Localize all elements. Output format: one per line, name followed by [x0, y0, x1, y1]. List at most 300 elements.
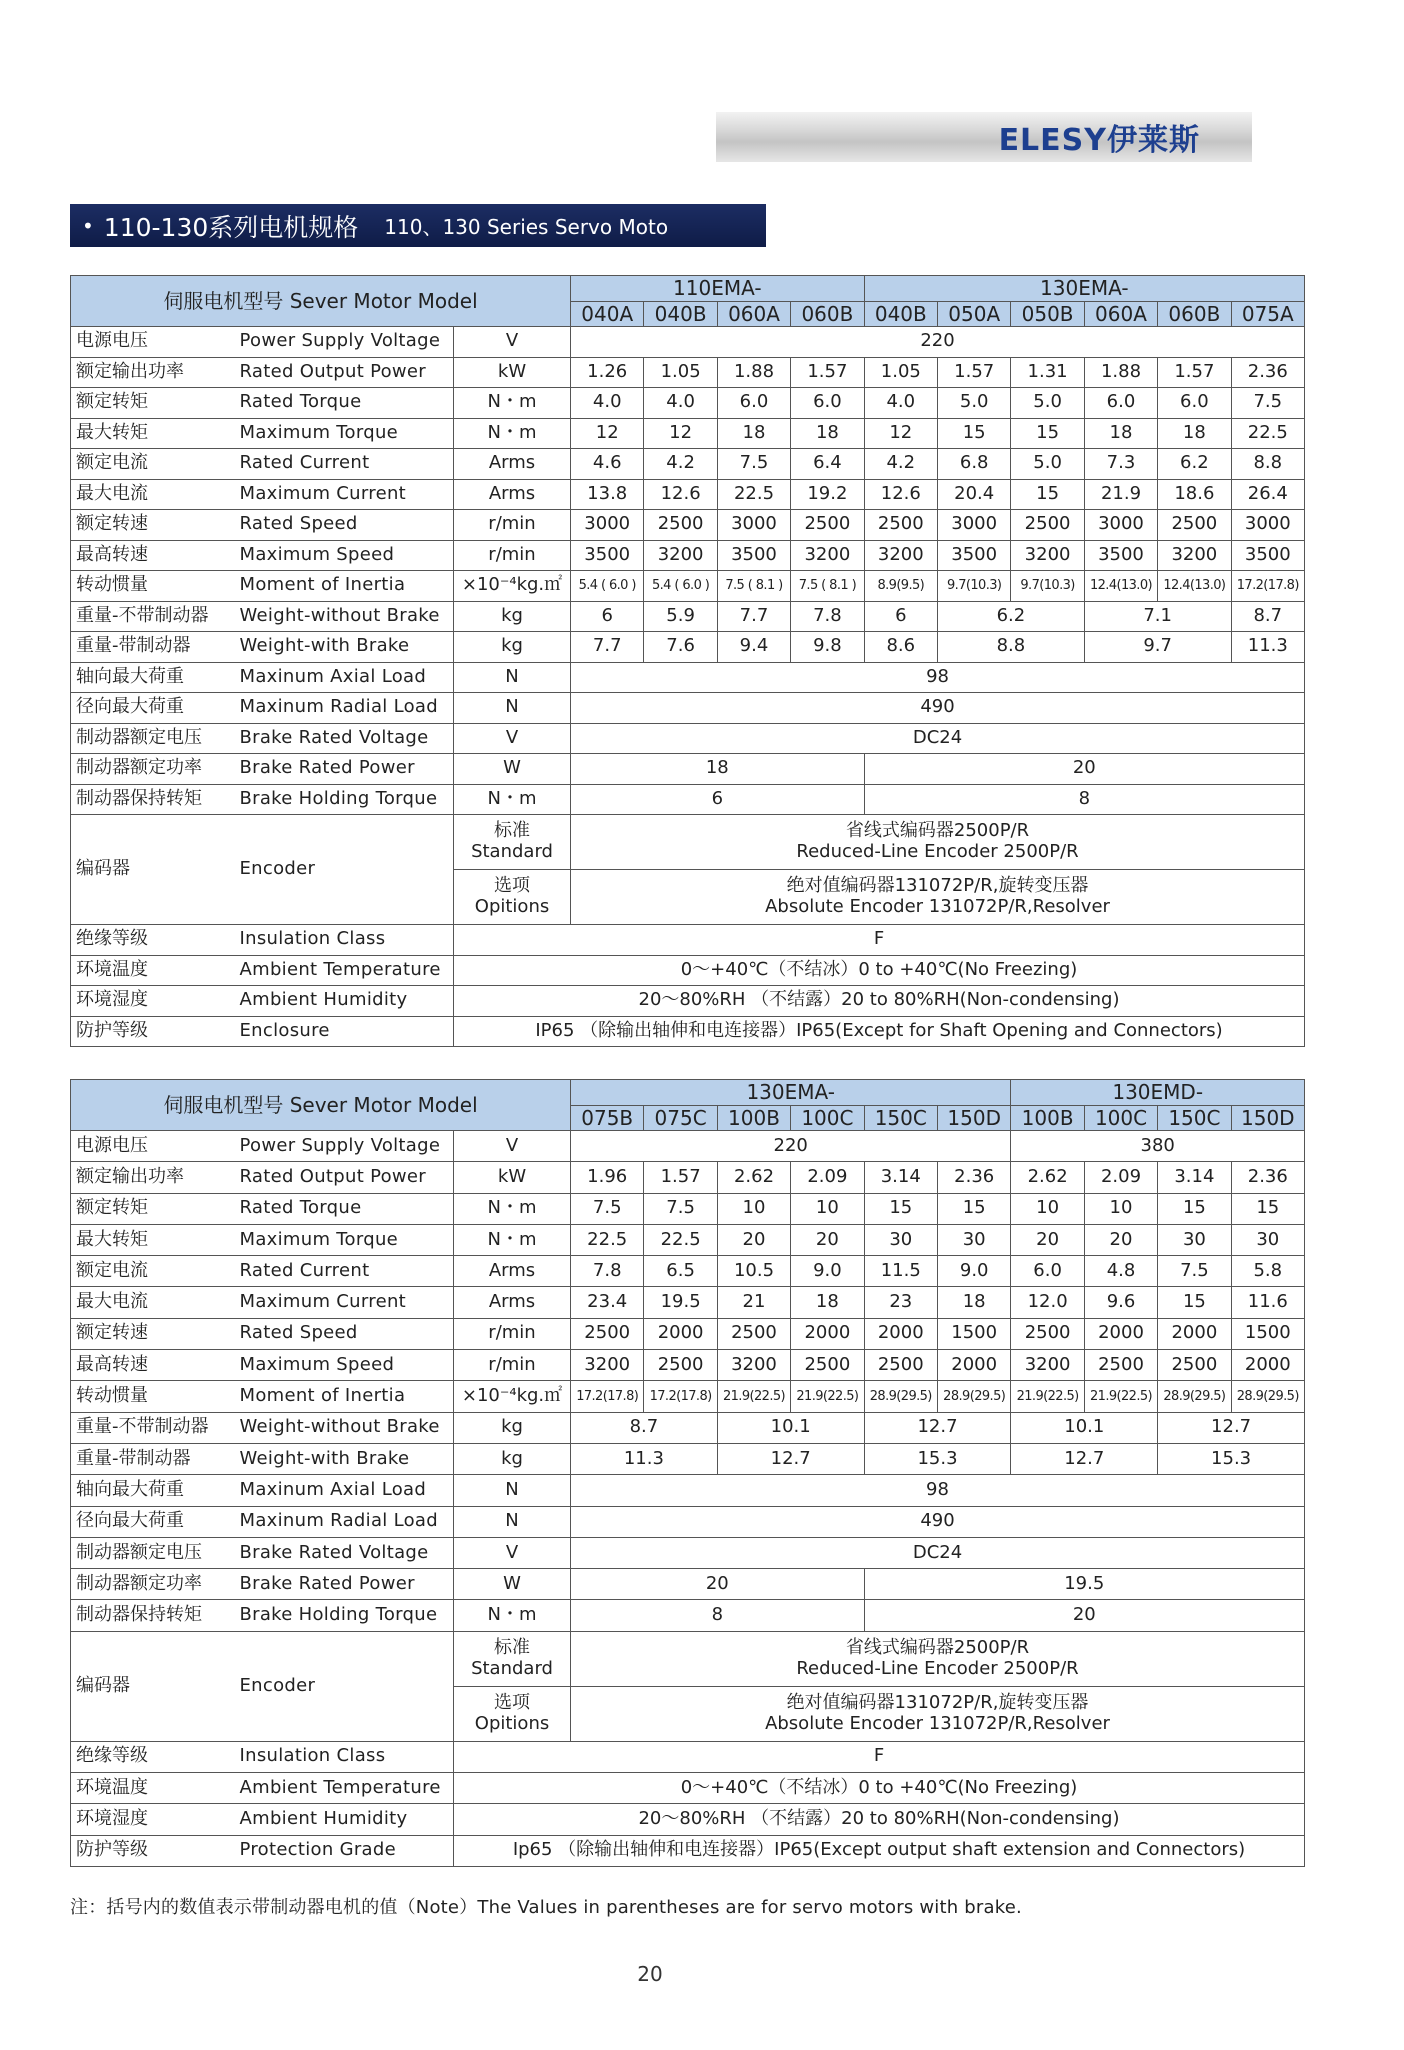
model-header: 伺服电机型号 Sever Motor Model [71, 1080, 571, 1131]
param-value: 9.7(10.3) [938, 571, 1011, 602]
param-value: 21.9(22.5) [717, 1381, 790, 1412]
spec-row [71, 986, 1305, 1017]
param-value: DC24 [571, 723, 1305, 754]
param-value: 0～+40℃（不结冰）0 to +40℃(No Freezing) [454, 955, 1305, 986]
param-value: 15.3 [864, 1443, 1011, 1474]
spec-row [71, 1773, 1305, 1804]
series-group-header: 110EMA- [571, 276, 865, 302]
encoder-standard-label-cn: 标准 [494, 1637, 530, 1659]
model-code: 075C [644, 1106, 717, 1131]
param-value: 20 [571, 1569, 865, 1600]
param-value: 4.0 [644, 388, 717, 419]
param-value: 1.57 [791, 357, 864, 388]
param-unit: r/min [454, 1318, 571, 1349]
param-value: 3000 [571, 510, 644, 541]
param-name-en: Maximum Speed [236, 1350, 454, 1381]
section-title [70, 204, 766, 247]
param-value: 15 [938, 418, 1011, 449]
spec-row [71, 1537, 1305, 1568]
param-unit: Arms [454, 1256, 571, 1287]
param-value: 3200 [1158, 540, 1231, 571]
encoder-option-label-en: Opitions [474, 896, 550, 917]
model-code: 075B [571, 1106, 644, 1131]
header-row-groups [71, 1080, 1305, 1106]
param-value: 490 [571, 693, 1305, 724]
param-value: 10 [1084, 1193, 1157, 1224]
spec-row [71, 388, 1305, 419]
param-value: 20 [791, 1224, 864, 1255]
param-value: 8.9(9.5) [864, 571, 937, 602]
param-name-en: Rated Current [236, 449, 454, 480]
spec-row [71, 784, 1305, 815]
param-name-en: Brake Rated Power [236, 1569, 454, 1600]
param-name-en: Rated Torque [236, 1193, 454, 1224]
param-value: 11.5 [864, 1256, 937, 1287]
param-name-cn: 制动器额定电压 [71, 1537, 236, 1568]
param-name-cn: 最高转速 [71, 1350, 236, 1381]
param-value: 2.09 [1084, 1162, 1157, 1193]
param-unit: N・m [454, 1193, 571, 1224]
param-name-cn: 额定转矩 [71, 388, 236, 419]
param-value: 19.5 [864, 1569, 1304, 1600]
param-value: 28.9(29.5) [1158, 1381, 1231, 1412]
param-value: 2500 [1011, 510, 1084, 541]
param-value: 2000 [1084, 1318, 1157, 1349]
param-value: 2.36 [937, 1162, 1010, 1193]
param-value: 2500 [791, 1350, 864, 1381]
param-value: 18 [1158, 418, 1231, 449]
spec-row [71, 1381, 1305, 1412]
param-value: 1.88 [717, 357, 790, 388]
spec-row [71, 1835, 1305, 1866]
encoder-standard-value-cn: 省线式编码器2500P/R [845, 820, 1030, 842]
param-unit: r/min [454, 1350, 571, 1381]
param-name-en: Ambient Temperature [236, 1773, 454, 1804]
spec-row [71, 449, 1305, 480]
param-value: 5.0 [1011, 449, 1084, 480]
spec-row [71, 955, 1305, 986]
param-value: 1.96 [571, 1162, 644, 1193]
param-value: 22.5 [571, 1224, 644, 1255]
param-name-en: Ambient Temperature [236, 955, 454, 986]
spec-table-130ema-130emd [70, 1079, 1305, 1867]
param-value: 5.0 [1011, 388, 1084, 419]
param-name-en: Moment of Inertia [236, 1381, 454, 1412]
param-value: 12.6 [864, 479, 937, 510]
param-unit: N・m [454, 418, 571, 449]
param-value: 1.05 [864, 357, 937, 388]
param-value: 26.4 [1231, 479, 1304, 510]
param-value: 2500 [791, 510, 864, 541]
spec-row [71, 1162, 1305, 1193]
param-unit: kW [454, 1162, 571, 1193]
param-name-cn: 环境温度 [71, 955, 236, 986]
model-code: 040B [864, 302, 937, 327]
model-code: 060A [1084, 302, 1157, 327]
param-value: 20 [864, 754, 1304, 785]
param-unit: V [454, 327, 571, 358]
param-value: 18.6 [1158, 479, 1231, 510]
encoder-standard-label-en: Standard [471, 841, 553, 862]
param-unit: r/min [454, 510, 571, 541]
param-value: 3.14 [1158, 1162, 1231, 1193]
param-value: 12.7 [717, 1443, 864, 1474]
param-value: 30 [937, 1224, 1010, 1255]
param-value: 22.5 [717, 479, 790, 510]
encoder-label-cn: 编码器 [71, 815, 236, 925]
encoder-standard-label [454, 815, 571, 870]
param-value: 2500 [1084, 1350, 1157, 1381]
param-value: 10.1 [717, 1412, 864, 1443]
param-value: 1.26 [571, 357, 644, 388]
model-code: 150C [864, 1106, 937, 1131]
spec-row [71, 601, 1305, 632]
param-value: 17.2(17.8) [644, 1381, 717, 1412]
param-value: 5.9 [644, 601, 717, 632]
param-unit: N・m [454, 388, 571, 419]
param-name-cn: 径向最大荷重 [71, 693, 236, 724]
param-value: 20～80%RH （不结露）20 to 80%RH(Non-condensing) [454, 1804, 1305, 1835]
param-value: 11.3 [571, 1443, 718, 1474]
encoder-standard-value-en: Reduced-Line Encoder 2500P/R [796, 1657, 1079, 1679]
param-name-cn: 防护等级 [71, 1016, 236, 1047]
param-name-cn: 额定转速 [71, 1318, 236, 1349]
param-name-cn: 轴向最大荷重 [71, 1475, 236, 1506]
page-number: 20 [637, 1962, 663, 1986]
param-value: 19.5 [644, 1287, 717, 1318]
param-unit: V [454, 1131, 571, 1162]
param-value: 15 [1011, 479, 1084, 510]
param-name-cn: 转动惯量 [71, 1381, 236, 1412]
param-value: 28.9(29.5) [937, 1381, 1010, 1412]
param-name-en: Maximum Current [236, 479, 454, 510]
param-name-en: Brake Rated Voltage [236, 1537, 454, 1568]
param-name-en: Brake Rated Power [236, 754, 454, 785]
spec-row [71, 1506, 1305, 1537]
spec-row [71, 327, 1305, 358]
param-value: 17.2(17.8) [571, 1381, 644, 1412]
param-name-cn: 重量-带制动器 [71, 1443, 236, 1474]
param-value: 6.0 [1011, 1256, 1084, 1287]
param-value: F [454, 925, 1305, 956]
bullet-icon: • [82, 213, 94, 238]
param-value: DC24 [571, 1537, 1305, 1568]
param-name-en: Weight-without Brake [236, 1412, 454, 1443]
param-name-en: Brake Rated Voltage [236, 723, 454, 754]
param-name-en: Maximum Current [236, 1287, 454, 1318]
param-value: 3500 [1231, 540, 1304, 571]
param-name-en: Maximum Torque [236, 418, 454, 449]
param-value: 2.62 [1011, 1162, 1084, 1193]
param-value: 9.8 [791, 632, 864, 663]
param-value: 2500 [717, 1318, 790, 1349]
param-name-cn: 制动器保持转矩 [71, 784, 236, 815]
param-value: 4.0 [864, 388, 937, 419]
param-value: 6 [571, 601, 644, 632]
param-value: 1.31 [1011, 357, 1084, 388]
param-value: 1.05 [644, 357, 717, 388]
param-value: 5.8 [1231, 1256, 1304, 1287]
param-value: 21.9(22.5) [1011, 1381, 1084, 1412]
param-value: 15 [1011, 418, 1084, 449]
param-name-en: Rated Output Power [236, 357, 454, 388]
encoder-row-standard [71, 1631, 1305, 1686]
param-name-cn: 制动器保持转矩 [71, 1600, 236, 1631]
param-value: 12.7 [1158, 1412, 1305, 1443]
param-value: 2500 [1158, 510, 1231, 541]
encoder-standard-value-en: Reduced-Line Encoder 2500P/R [796, 841, 1079, 862]
param-value: 15 [864, 1193, 937, 1224]
param-value: 20.4 [938, 479, 1011, 510]
model-code: 060B [1158, 302, 1231, 327]
param-name-en: Weight-without Brake [236, 601, 454, 632]
spec-row [71, 357, 1305, 388]
encoder-option-value [571, 870, 1305, 925]
param-name-cn: 制动器额定功率 [71, 754, 236, 785]
encoder-option-label [454, 1686, 571, 1741]
param-unit: V [454, 1537, 571, 1568]
param-value: 20 [717, 1224, 790, 1255]
param-value: 20 [1011, 1224, 1084, 1255]
param-value: 18 [937, 1287, 1010, 1318]
spec-row [71, 1741, 1305, 1772]
param-unit: kg [454, 1412, 571, 1443]
model-code: 100C [791, 1106, 864, 1131]
param-value: 6.5 [644, 1256, 717, 1287]
param-value: 2500 [1158, 1350, 1231, 1381]
param-value: 3500 [1084, 540, 1157, 571]
param-value: 20 [1084, 1224, 1157, 1255]
param-value: 18 [1084, 418, 1157, 449]
param-value: 20～80%RH （不结露）20 to 80%RH(Non-condensing) [454, 986, 1305, 1017]
spec-row [71, 540, 1305, 571]
param-value: 17.2(17.8) [1231, 571, 1304, 602]
param-name-cn: 绝缘等级 [71, 925, 236, 956]
param-name-cn: 额定输出功率 [71, 1162, 236, 1193]
param-unit: kg [454, 632, 571, 663]
encoder-option-label-cn: 选项 [494, 875, 530, 897]
param-value: 6.0 [1158, 388, 1231, 419]
param-value: 28.9(29.5) [1231, 1381, 1304, 1412]
param-value: 3200 [1011, 1350, 1084, 1381]
param-name-en: Insulation Class [236, 1741, 454, 1772]
param-value: 7.6 [644, 632, 717, 663]
encoder-option-label [454, 870, 571, 925]
model-code: 100C [1084, 1106, 1157, 1131]
spec-row [71, 1600, 1305, 1631]
param-value: 7.8 [791, 601, 864, 632]
param-value: 7.1 [1084, 601, 1231, 632]
param-unit: kg [454, 601, 571, 632]
param-value: 3200 [644, 540, 717, 571]
param-value: 3200 [717, 1350, 790, 1381]
model-code: 150D [937, 1106, 1010, 1131]
spec-row [71, 632, 1305, 663]
model-header: 伺服电机型号 Sever Motor Model [71, 276, 571, 327]
param-value: 7.5 [717, 449, 790, 480]
spec-row [71, 1016, 1305, 1047]
param-value: 21.9 [1084, 479, 1157, 510]
param-value: 30 [1158, 1224, 1231, 1255]
param-name-cn: 最大电流 [71, 1287, 236, 1318]
param-unit: ×10⁻⁴kg.㎡ [454, 1381, 571, 1412]
spec-row [71, 1475, 1305, 1506]
param-value: 6.0 [1084, 388, 1157, 419]
param-name-cn: 额定转矩 [71, 1193, 236, 1224]
param-value: 2500 [864, 1350, 937, 1381]
param-value: 6.0 [717, 388, 790, 419]
param-value: 3000 [1231, 510, 1304, 541]
param-value: 3000 [717, 510, 790, 541]
param-value: 5.4 ( 6.0 ) [644, 571, 717, 602]
param-name-en: Rated Output Power [236, 1162, 454, 1193]
param-value: 10.1 [1011, 1412, 1158, 1443]
param-value: 15 [1158, 1287, 1231, 1318]
param-name-en: Maximum Speed [236, 540, 454, 571]
encoder-option-label-en: Opitions [474, 1712, 550, 1734]
param-name-en: Ambient Humidity [236, 986, 454, 1017]
param-value: 13.8 [571, 479, 644, 510]
param-name-cn: 额定输出功率 [71, 357, 236, 388]
param-value: 15 [937, 1193, 1010, 1224]
param-value: 8.8 [938, 632, 1085, 663]
param-value: 9.7(10.3) [1011, 571, 1084, 602]
param-unit: Arms [454, 449, 571, 480]
param-value: 2.36 [1231, 357, 1304, 388]
param-value: 19.2 [791, 479, 864, 510]
spec-row [71, 1443, 1305, 1474]
param-value: 12 [644, 418, 717, 449]
param-value: 2.62 [717, 1162, 790, 1193]
param-unit: ×10⁻⁴kg.㎡ [454, 571, 571, 602]
param-value: 4.6 [571, 449, 644, 480]
param-value: 3500 [938, 540, 1011, 571]
spec-row [71, 1287, 1305, 1318]
encoder-option-value-en: Absolute Encoder 131072P/R,Resolver [765, 896, 1110, 917]
param-unit: N [454, 693, 571, 724]
param-name-cn: 防护等级 [71, 1835, 236, 1866]
param-value: 7.5 [1231, 388, 1304, 419]
param-unit: W [454, 1569, 571, 1600]
param-name-cn: 重量-带制动器 [71, 632, 236, 663]
header-row-groups [71, 276, 1305, 302]
param-name-en: Weight-with Brake [236, 632, 454, 663]
encoder-option-value-cn: 绝对值编码器131072P/R,旋转变压器 [786, 1692, 1089, 1714]
param-value: 6.2 [938, 601, 1085, 632]
param-value: 6 [864, 601, 937, 632]
param-value: 9.6 [1084, 1287, 1157, 1318]
series-group-header: 130EMA- [864, 276, 1304, 302]
param-unit: kg [454, 1443, 571, 1474]
param-unit: kW [454, 357, 571, 388]
param-value: 2500 [644, 510, 717, 541]
param-unit: r/min [454, 540, 571, 571]
param-value: 8.7 [1231, 601, 1304, 632]
param-value: 7.5 [1158, 1256, 1231, 1287]
param-unit: N [454, 1475, 571, 1506]
series-group-header: 130EMD- [1011, 1080, 1305, 1106]
param-name-cn: 额定电流 [71, 1256, 236, 1287]
encoder-option-label-cn: 选项 [494, 1692, 530, 1714]
param-value: 2500 [571, 1318, 644, 1349]
spec-row [71, 510, 1305, 541]
model-code: 050B [1011, 302, 1084, 327]
param-value: 18 [717, 418, 790, 449]
param-value: 10 [791, 1193, 864, 1224]
param-name-cn: 转动惯量 [71, 571, 236, 602]
param-name-cn: 环境湿度 [71, 1804, 236, 1835]
param-value: 4.0 [571, 388, 644, 419]
param-name-cn: 径向最大荷重 [71, 1506, 236, 1537]
param-value: 30 [1231, 1224, 1304, 1255]
param-value: 6 [571, 784, 865, 815]
param-value: 2000 [937, 1350, 1010, 1381]
param-name-cn: 制动器额定电压 [71, 723, 236, 754]
encoder-standard-label-cn: 标准 [494, 820, 530, 842]
param-value: 7.8 [571, 1256, 644, 1287]
param-value: 3000 [938, 510, 1011, 541]
encoder-standard-label-en: Standard [471, 1657, 553, 1679]
param-value: 21 [717, 1287, 790, 1318]
param-value: 20 [864, 1600, 1304, 1631]
param-name-cn: 重量-不带制动器 [71, 1412, 236, 1443]
section-title-en: 110、130 Series Servo Moto [384, 215, 669, 239]
param-name-cn: 环境温度 [71, 1773, 236, 1804]
encoder-option-value [571, 1686, 1305, 1741]
param-value: 23.4 [571, 1287, 644, 1318]
param-value: 2500 [1011, 1318, 1084, 1349]
encoder-standard-value-cn: 省线式编码器2500P/R [845, 1637, 1030, 1659]
spec-row [71, 479, 1305, 510]
param-value: 8 [864, 784, 1304, 815]
param-name-cn: 最大电流 [71, 479, 236, 510]
param-name-cn: 最高转速 [71, 540, 236, 571]
param-value: 3200 [571, 1350, 644, 1381]
param-value: 6.4 [791, 449, 864, 480]
param-name-cn: 绝缘等级 [71, 1741, 236, 1772]
param-value: 8 [571, 1600, 865, 1631]
param-name-en: Ambient Humidity [236, 1804, 454, 1835]
param-value: 98 [571, 662, 1305, 693]
param-value: 6.2 [1158, 449, 1231, 480]
param-name-en: Insulation Class [236, 925, 454, 956]
param-value: 12 [571, 418, 644, 449]
spec-row [71, 693, 1305, 724]
param-value: 0～+40℃（不结冰）0 to +40℃(No Freezing) [454, 1773, 1305, 1804]
param-name-en: Rated Torque [236, 388, 454, 419]
param-value: 220 [571, 1131, 1011, 1162]
spec-row [71, 1569, 1305, 1600]
param-value: 1500 [937, 1318, 1010, 1349]
spec-row [71, 1804, 1305, 1835]
param-name-cn: 环境湿度 [71, 986, 236, 1017]
param-value: 15 [1231, 1193, 1304, 1224]
param-value: 3200 [1011, 540, 1084, 571]
param-value: 2.36 [1231, 1162, 1304, 1193]
param-value: 4.2 [644, 449, 717, 480]
param-value: 380 [1011, 1131, 1305, 1162]
section-title-cn: 110-130系列电机规格 [103, 212, 359, 242]
param-value: 10.5 [717, 1256, 790, 1287]
param-value: 15.3 [1158, 1443, 1305, 1474]
param-value: 7.5 ( 8.1 ) [717, 571, 790, 602]
param-name-en: Brake Holding Torque [236, 1600, 454, 1631]
param-value: 220 [571, 327, 1305, 358]
param-name-en: Maximum Torque [236, 1224, 454, 1255]
param-value: 1500 [1231, 1318, 1304, 1349]
spec-row [71, 1318, 1305, 1349]
param-unit: N [454, 662, 571, 693]
